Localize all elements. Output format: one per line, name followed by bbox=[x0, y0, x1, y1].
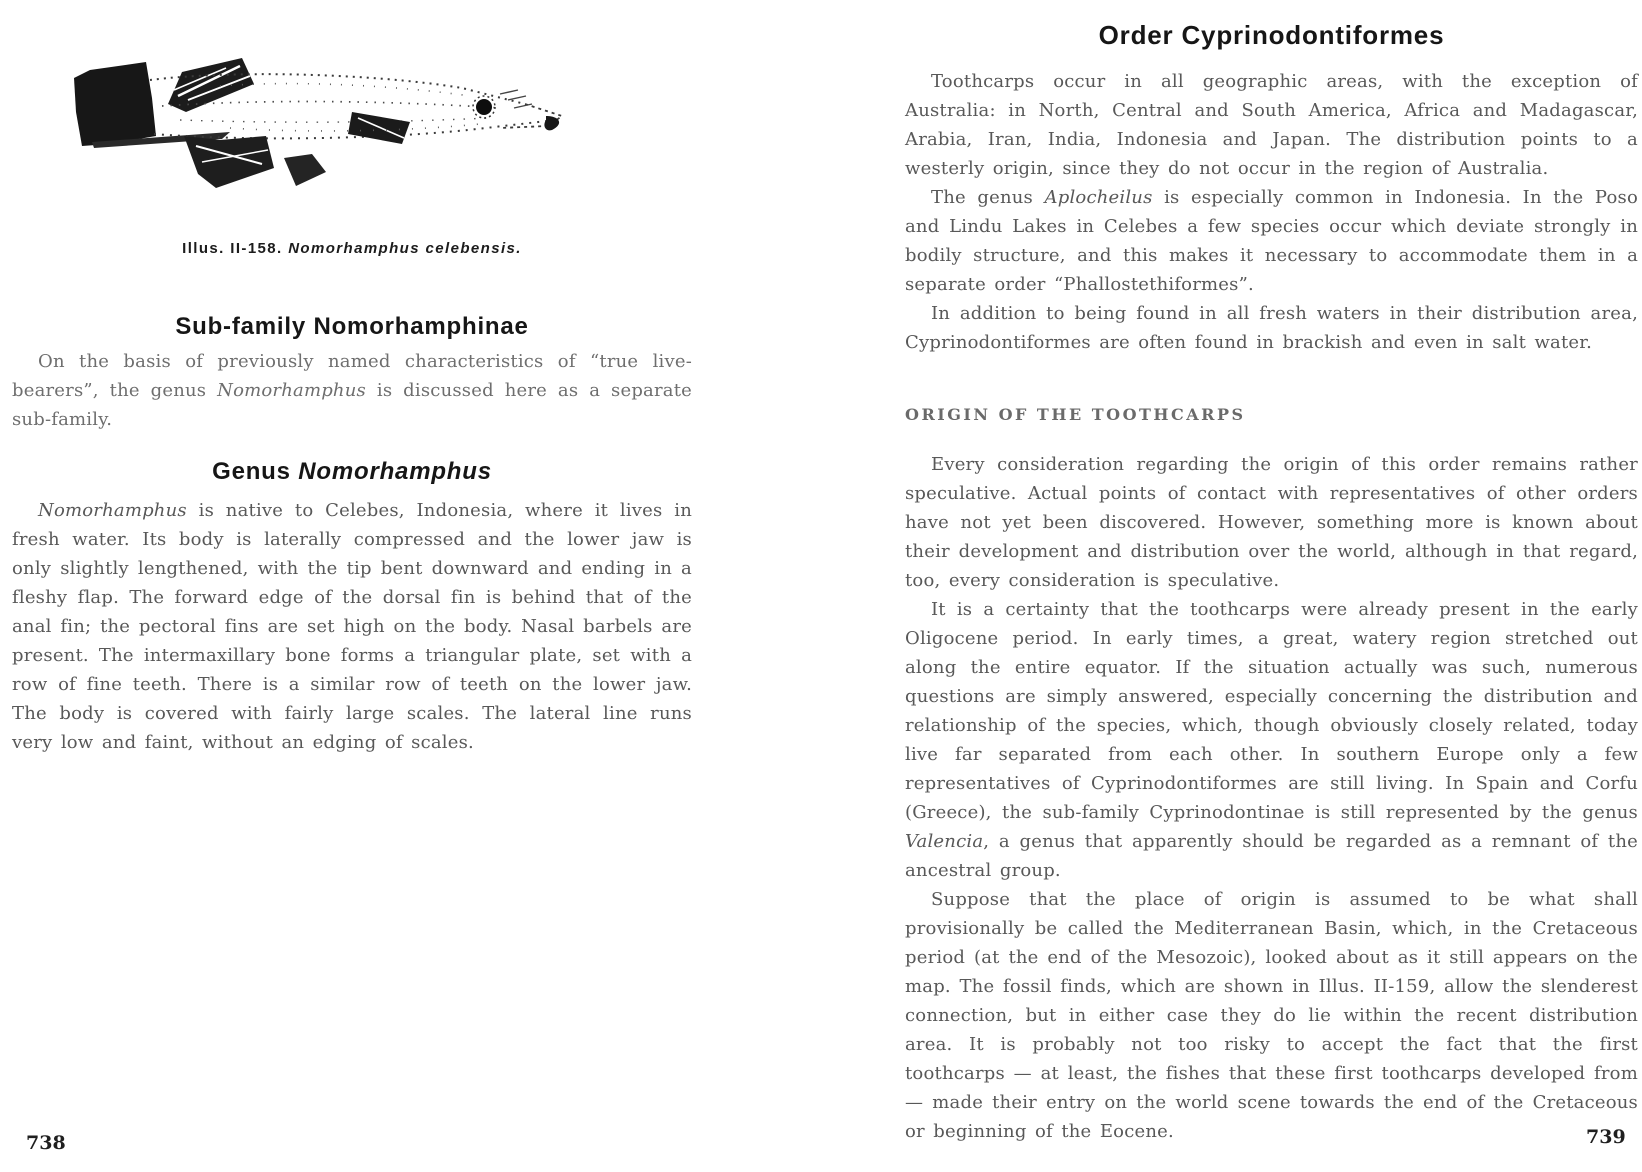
fish-line-drawing-svg bbox=[70, 46, 580, 198]
page-number-left: 738 bbox=[26, 1132, 66, 1154]
order-paragraph-2: The genus Aplocheilus is especially common in Indonesia. In the Poso and Lindu Lakes in Celebes a few species occur which deviate strongly in bodily structure, and this makes it necessary to accommodate them in a separate order “Phallostethiformes”. bbox=[905, 187, 1638, 295]
left-page bbox=[12, 0, 692, 757]
order-paragraph-3: In addition to being found in all fresh waters in their distribution area, Cyprinodontiformes are often found in brackish and even in salt water. bbox=[905, 303, 1638, 353]
genus-heading: Genus Nomorhamphus bbox=[212, 458, 492, 485]
order-heading: Order Cyprinodontiformes bbox=[1098, 20, 1445, 50]
page-number-right: 739 bbox=[1586, 1126, 1626, 1148]
fish-illustration bbox=[70, 46, 580, 198]
subfamily-heading: Sub-family Nomorhamphinae bbox=[175, 313, 529, 340]
origin-paragraph-1: Every consideration regarding the origin of this order remains rather speculative. Actual points of contact with representatives of other orders have not yet been discovered. However, something more is known about their development and distribution over the world, although in that regard, too, every consideration is speculative. bbox=[905, 454, 1638, 591]
subfamily-paragraph: On the basis of previously named characteristics of “true live-bearers”, the genus Nomorhamphus is discussed here as a separate sub-family. bbox=[12, 351, 692, 430]
origin-paragraph-3: Suppose that the place of origin is assumed to be what shall provisionally be called the Mediterranean Basin, which, in the Cretaceous period (at the end of the Mesozoic), looked about as it still appears on the map. The fossil finds, which are shown in Illus. II-159, allow the slenderest connection, but in either case they do lie within the recent distribution area. It is probably not too risky to accept the fact that the first toothcarps — at least, the fishes that these first toothcarps developed from — made their entry on the world scene towards the end of the Cretaceous or beginning of the Eocene. bbox=[905, 889, 1638, 1142]
order-paragraph-1: Toothcarps occur in all geographic areas, with the exception of Australia: in North, Central and South America, Africa and Madagascar, Arabia, Iran, India, Indonesia and Japan. The distribution points to a westerly origin, since they do not occur in the region of Australia. bbox=[905, 71, 1638, 179]
illustration-caption: Illus. II-158. Nomorhamphus celebensis. bbox=[182, 240, 522, 257]
origin-paragraph-2: It is a certainty that the toothcarps were already present in the early Oligocene period. In early times, a great, watery region stretched out along the entire equator. If the situation actually was such, numerous questions are simply answered, especially concerning the distribution and relationship of the species, which, though obviously closely related, today live far separated from each other. In southern Europe only a few representatives of Cyprinodontiformes are still living. In Spain and Corfu (Greece), the sub-family Cyprinodontinae is still represented by the genus Valencia, a genus that apparently should be regarded as a remnant of the ancestral group. bbox=[905, 599, 1638, 881]
right-page bbox=[905, 20, 1638, 1146]
genus-paragraph: Nomorhamphus is native to Celebes, Indonesia, where it lives in fresh water. Its body is laterally compressed and the lower jaw is only slightly lengthened, with the tip bent downward and ending in a fleshy flap. The forward edge of the dorsal fin is behind that of the anal fin; the pectoral fins are set high on the body. Nasal barbels are present. The intermaxillary bone forms a triangular plate, set with a row of fine teeth. There is a similar row of teeth on the lower jaw. The body is covered with fairly large scales. The lateral line runs very low and faint, without an edging of scales. bbox=[12, 500, 692, 753]
origin-section-heading: ORIGIN OF THE TOOTHCARPS bbox=[905, 405, 1246, 424]
